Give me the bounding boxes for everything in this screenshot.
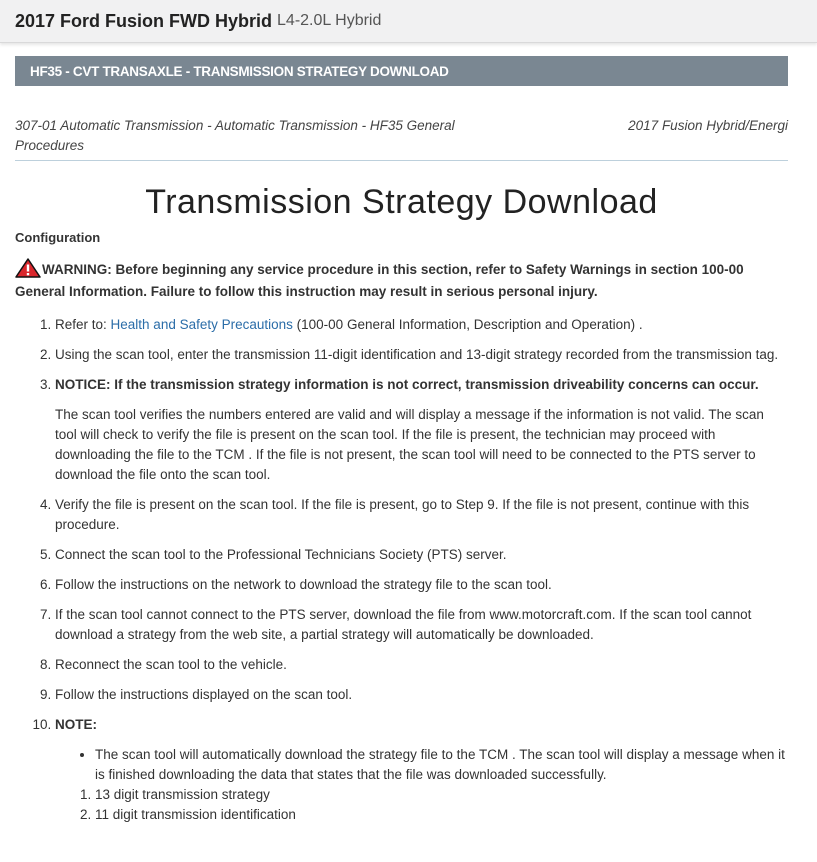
step-9: 9. Follow the instructions displayed on the scan tool. [55,685,788,705]
health-safety-link[interactable]: Health and Safety Precautions [110,317,293,332]
step-10-note-label: NOTE: [55,717,97,732]
step-1 [55,315,788,335]
warning-text: WARNING: Before beginning any service procedure in this section, refer to Safety Warnings in section 100-00 General Information. Failure to follow this instruction may result in serious personal injury. [15,262,744,299]
step-10-sub-1: 1. 13 digit transmission strategy [95,785,788,805]
step-10-note-list [55,745,788,785]
warning-block [15,258,788,303]
step-10 [55,715,788,825]
step-7: 7. If the scan tool cannot connect to the PTS server, download the file from www.motorcraft.com. If the scan tool cannot download a strategy from the web site, a partial strategy will automatically be downloaded. [55,605,788,645]
page-title: Transmission Strategy Download [145,183,658,221]
vehicle-header [0,0,817,43]
step-3-text: The scan tool verifies the numbers entered are valid and will display a message if the information is not valid. The scan tool will check to verify the file is present on the scan tool. If the file is present, the technician may proceed with downloading the file to the TCM . If the file is not present, the scan tool will need to be connected to the PTS server to download the file onto the scan tool. [55,407,764,482]
step-8: 8. Reconnect the scan tool to the vehicle. [55,655,788,675]
step-10-note-bullet: • The scan tool will automatically download the strategy file to the TCM . The scan tool will display a message when it is finished downloading the data that states that the file was downloaded successfully. [95,745,788,785]
procedure-steps [0,315,788,825]
warning-triangle-icon [15,258,41,278]
step-3 [55,375,788,485]
step-5: 5. Connect the scan tool to the Professional Technicians Society (PTS) server. [55,545,788,565]
step-10-sub-2: 2. 11 digit transmission identification [95,805,788,825]
section-title-bar: HF35 - CVT TRANSAXLE - TRANSMISSION STRATEGY DOWNLOAD [15,56,788,86]
document-model: 2017 Fusion Hybrid/Energi [628,118,788,133]
step-6: 6. Follow the instructions on the network to download the strategy file to the scan tool. [55,575,788,595]
document-header [15,116,788,161]
step-4: 4. Verify the file is present on the scan tool. If the file is present, go to Step 9. If the file is not present, continue with this procedure. [55,495,788,535]
step-1-suffix: (100-00 General Information, Description and Operation) . [292,317,643,332]
engine-label: L4-2.0L Hybrid [277,12,382,29]
step-3-notice: 3. NOTICE: If the transmission strategy information is not correct, transmission driveability concerns can occur. [55,377,759,392]
step-10-sub-list [55,785,788,825]
step-1-prefix: Refer to: [55,317,111,332]
vehicle-title: 2017 Ford Fusion FWD Hybrid [15,10,273,31]
document-path: 307-01 Automatic Transmission - Automatic Transmission - HF35 General Procedures [15,118,455,153]
configuration-label: Configuration [15,230,101,245]
step-2: 2. Using the scan tool, enter the transmission 11-digit identification and 13-digit strategy recorded from the transmission tag. [55,345,788,365]
